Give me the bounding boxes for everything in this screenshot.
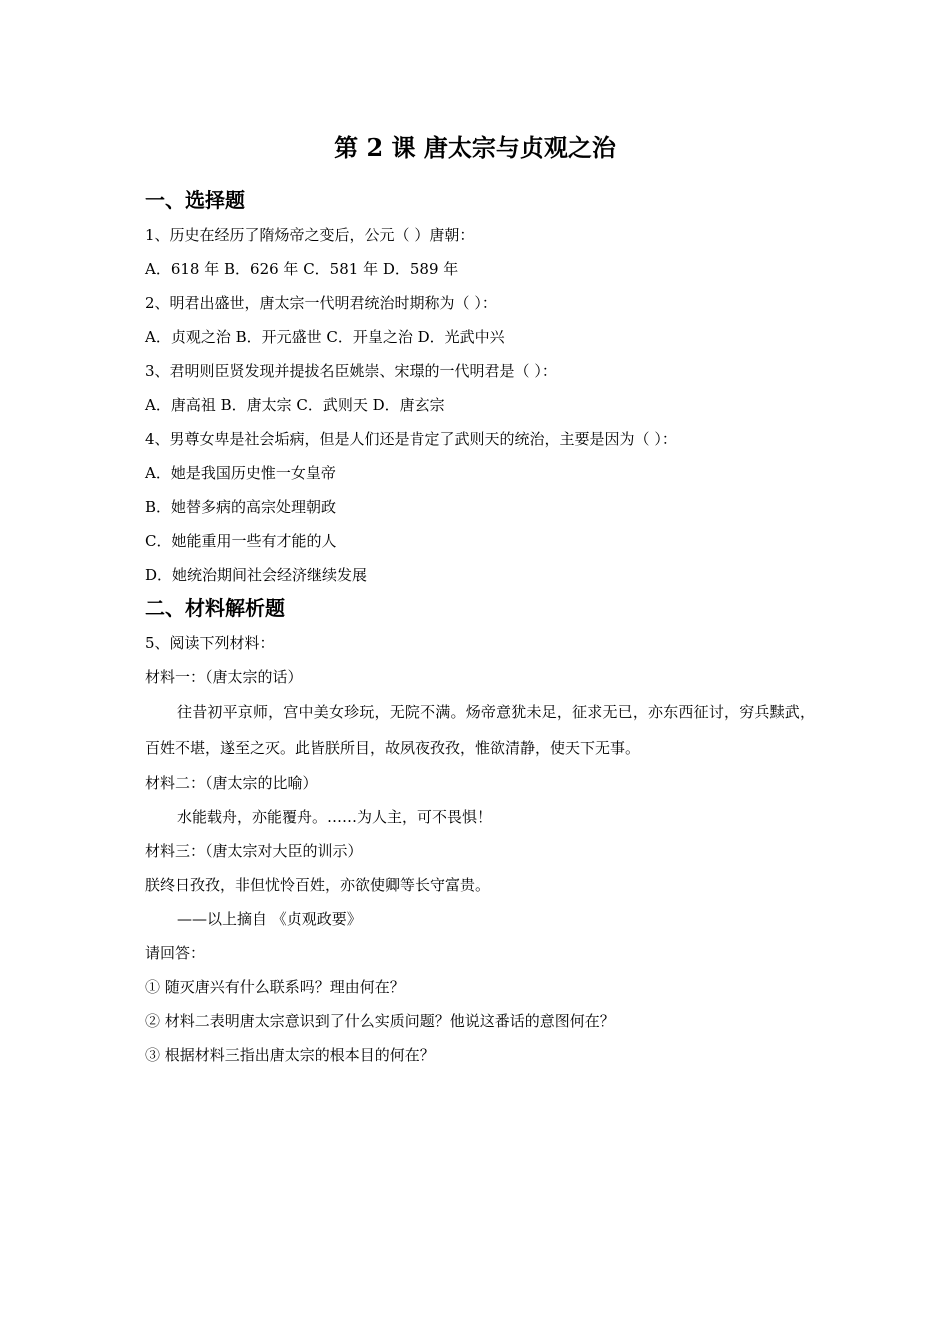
sub-question-2: ② 材料二表明唐太宗意识到了什么实质问题？他说这番话的意图何在？ [145, 1012, 615, 1030]
question-3-stem: 3、君明则臣贤发现并提拔名臣姚崇、宋璟的一代明君是（ ）： [145, 362, 557, 380]
material-3-label: 材料三：（唐太宗对大臣的训示） [145, 842, 363, 860]
question-1-stem: 1、历史在经历了隋炀帝之变后，公元（ ）唐朝： [145, 226, 475, 244]
page-title: 第 2 课 唐太宗与贞观之治 [334, 133, 616, 162]
question-4-option-a: A．她是我国历史惟一女皇帝 [145, 464, 336, 482]
document-body [145, 184, 815, 1072]
question-4-stem: 4、男尊女卑是社会垢病，但是人们还是肯定了武则天的统治，主要是因为（ ）： [145, 430, 677, 448]
question-2-stem: 2、明君出盛世，唐太宗一代明君统治时期称为（ ）： [145, 294, 497, 312]
section-heading-material-analysis: 二、材料解析题 [145, 596, 285, 620]
material-1-label: 材料一：（唐太宗的话） [145, 668, 303, 686]
answer-prompt: 请回答： [145, 944, 206, 962]
sub-question-3: ③ 根据材料三指出唐太宗的根本目的何在？ [145, 1046, 435, 1064]
question-1-options: A．618 年 B．626 年 C．581 年 D．589 年 [145, 260, 459, 278]
source-citation: ——以上摘自 《贞观政要》 [177, 910, 362, 928]
material-2-text: 水能载舟，亦能覆舟。……为人主，可不畏惧！ [177, 808, 493, 826]
question-4-option-b: B．她替多病的高宗处理朝政 [145, 498, 337, 516]
question-2-options: A．贞观之治 B．开元盛世 C．开皇之治 D．光武中兴 [145, 328, 505, 346]
sub-question-1: ① 随灭唐兴有什么联系吗？理由何在？ [145, 978, 405, 996]
material-3-text: 朕终日孜孜，非但忧怜百姓，亦欲使卿等长守富贵。 [145, 876, 491, 894]
question-4-option-c: C．她能重用一些有才能的人 [145, 532, 337, 550]
section-heading-multiple-choice: 一、选择题 [145, 188, 245, 212]
material-1-text: 往昔初平京师，宫中美女珍玩，无院不满。炀帝意犹未足，征求无已，亦东西征讨，穷兵黩武，百姓不堪，遂至之灭。此皆朕所目，故夙夜孜孜，惟欲清静，使天下无事。 [145, 703, 815, 757]
question-3-options: A．唐高祖 B．唐太宗 C．武则天 D．唐玄宗 [145, 396, 445, 414]
question-4-option-d: D．她统治期间社会经济继续发展 [145, 566, 368, 584]
question-5-intro: 5、阅读下列材料： [145, 634, 275, 652]
material-2-label: 材料二：（唐太宗的比喻） [145, 774, 318, 792]
